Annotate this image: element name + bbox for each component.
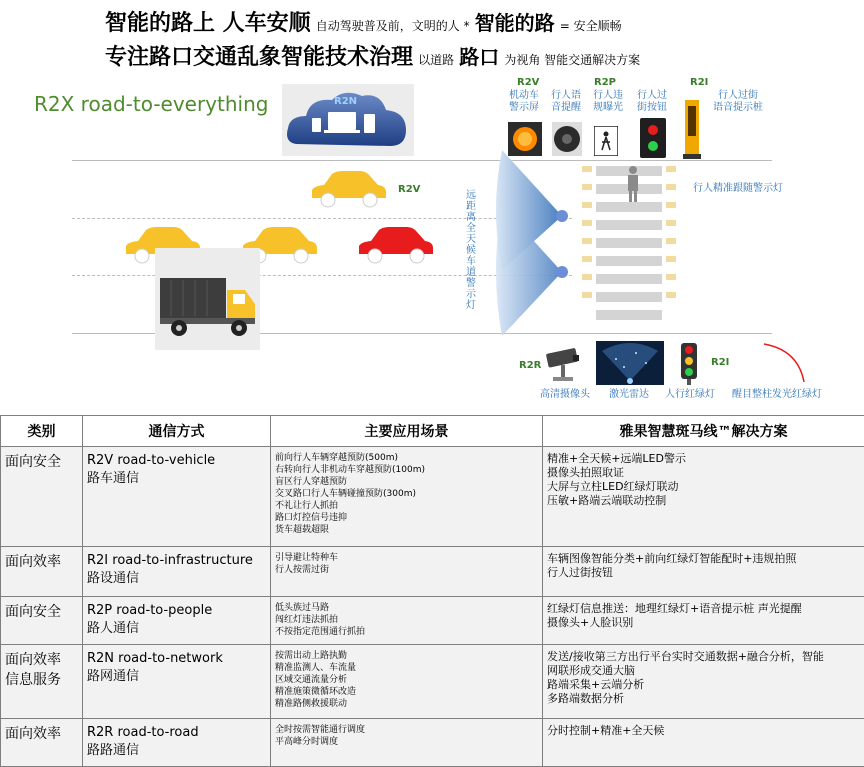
halo-light-arc: [760, 340, 810, 390]
scenarios-cell: 全时按需智能通行调度 平高峰分时调度: [271, 719, 543, 767]
comm-cell: R2N road-to-network 路网通信: [83, 645, 271, 719]
r2i-top-label: R2I: [690, 77, 708, 88]
scenarios-cell: 按需出动上路执勤 精准监测人、车流量 区域交通流量分析 精准施策微循环改造 精准路侧救援联动: [271, 645, 543, 719]
crosswalk: [578, 162, 681, 332]
voice-label: 行人语 音提醒: [547, 90, 585, 114]
ped-light-label: 人行红绿灯: [665, 389, 715, 401]
headline-secondary-tail: 为视角 智能交通解决方案: [504, 53, 640, 67]
r2i-bottom-label: R2I: [711, 357, 729, 368]
header-line-2: [105, 40, 640, 71]
headline-secondary-note: 以道路: [418, 53, 454, 67]
scenarios-cell: 前向行人车辆穿越预防(500m) 右转向行人非机动车穿越预防(100m) 盲区行人穿越预防 交叉路口行人车辆碰撞预防(300m) 不礼让行人抓拍 路口灯控信号违抑 货车超载超限: [271, 447, 543, 547]
r2x-title: R2X road-to-everything: [34, 92, 268, 116]
r2x-table: [0, 415, 864, 767]
solution-cell: 精准+全天候+远端LED警示 摄像头拍照取证 大屏与立柱LED红绿灯联动 压敏+路端云端联动控制: [543, 447, 864, 547]
cloud-icon: [282, 84, 414, 156]
table-row: [1, 547, 864, 597]
category-cell: 面向效率: [1, 719, 83, 767]
lane-warning-light-label: 远距离全天候车道警示灯: [466, 190, 478, 311]
category-cell: 面向安全: [1, 447, 83, 547]
category-cell: 面向安全: [1, 597, 83, 645]
table-row: [1, 447, 864, 547]
category-cell: 面向效率: [1, 547, 83, 597]
comm-cell: R2V road-to-vehicle 路车通信: [83, 447, 271, 547]
road-edge-top: [72, 160, 772, 161]
r2v-top-label: R2V: [517, 77, 539, 88]
scenarios-cell: 低头族过马路 闯红灯违法抓拍 不按指定范围通行抓拍: [271, 597, 543, 645]
cloud-panel: [282, 84, 414, 156]
solution-cell: 分时控制+精准+全天候: [543, 719, 864, 767]
comm-cell: R2I road-to-infrastructure 路设通信: [83, 547, 271, 597]
headline-emphasis: 智能的路: [475, 11, 555, 35]
r2r-label: R2R: [519, 360, 541, 371]
voice-pile-icon: [683, 100, 701, 160]
comm-cell: R2P road-to-people 路人通信: [83, 597, 271, 645]
motor-screen-icon: [508, 122, 542, 156]
table-row: [1, 719, 864, 767]
voice-pile-label: 行人过街 语音提示桩: [708, 90, 768, 114]
headline-primary: 智能的路上 人车安顺: [105, 11, 311, 36]
headline-secondary: 专注路口交通乱象智能技术治理: [105, 45, 413, 70]
motor-screen-label: 机动车 警示屏: [505, 90, 543, 114]
table-row: [1, 645, 864, 719]
r2v-label: R2V: [398, 184, 420, 195]
scenarios-cell: 引导避让特种车 行人按需过街: [271, 547, 543, 597]
col-header-comm: 通信方式: [83, 416, 271, 447]
solution-cell: 发送/接收第三方出行平台实时交通数据+融合分析，智能 网联形成交通大脑 路端采集+云端分析 多路端数据分析: [543, 645, 864, 719]
radar-label: 激光雷达: [609, 389, 649, 401]
headline-note: 自动驾驶普及前，文明的人 *: [316, 19, 470, 33]
solution-cell: 红绿灯信息推送：地理红绿灯+语音提示桩 声光提醒 摄像头+人脸识别: [543, 597, 864, 645]
col-header-category: 类别: [1, 416, 83, 447]
headline-result: = 安全顺畅: [560, 19, 622, 33]
camera-icon: [543, 345, 588, 385]
solution-cell: 车辆图像智能分类+前向红绿灯智能配时+违规拍照 行人过街按钮: [543, 547, 864, 597]
col-header-scenarios: 主要应用场景: [271, 416, 543, 447]
car-red: [355, 226, 435, 266]
traffic-light-icon: [678, 343, 700, 385]
pedestrian-light-label: 行人精准跟随警示灯: [693, 183, 783, 195]
exposure-label: 行人违 规曝光: [589, 90, 627, 114]
r2n-label: R2N: [334, 96, 357, 107]
col-header-solution: 雅果智慧斑马线™解决方案: [543, 416, 864, 447]
category-cell: 面向效率 信息服务: [1, 645, 83, 719]
exposure-sign-icon: [594, 126, 618, 156]
button-label: 行人过 街按钮: [633, 90, 671, 114]
truck-icon: [155, 248, 260, 350]
camera-label: 高清摄像头: [540, 389, 590, 401]
crossing-button-icon: [640, 118, 666, 158]
r2p-top-label: R2P: [594, 77, 616, 88]
table-row: [1, 597, 864, 645]
car-yellow-1: [308, 170, 388, 210]
crosswalk-stripes: [578, 162, 681, 332]
halo-light-label: 醒目整柱发光红绿灯: [732, 389, 822, 401]
comm-cell: R2R road-to-road 路路通信: [83, 719, 271, 767]
header-line-1: [105, 6, 622, 37]
speaker-icon: [552, 122, 582, 156]
truck-panel: [155, 248, 260, 350]
table-header-row: [1, 416, 864, 447]
headline-secondary-emphasis: 路口: [459, 45, 499, 69]
radar-icon: [596, 341, 664, 385]
warning-beams: [492, 150, 572, 340]
